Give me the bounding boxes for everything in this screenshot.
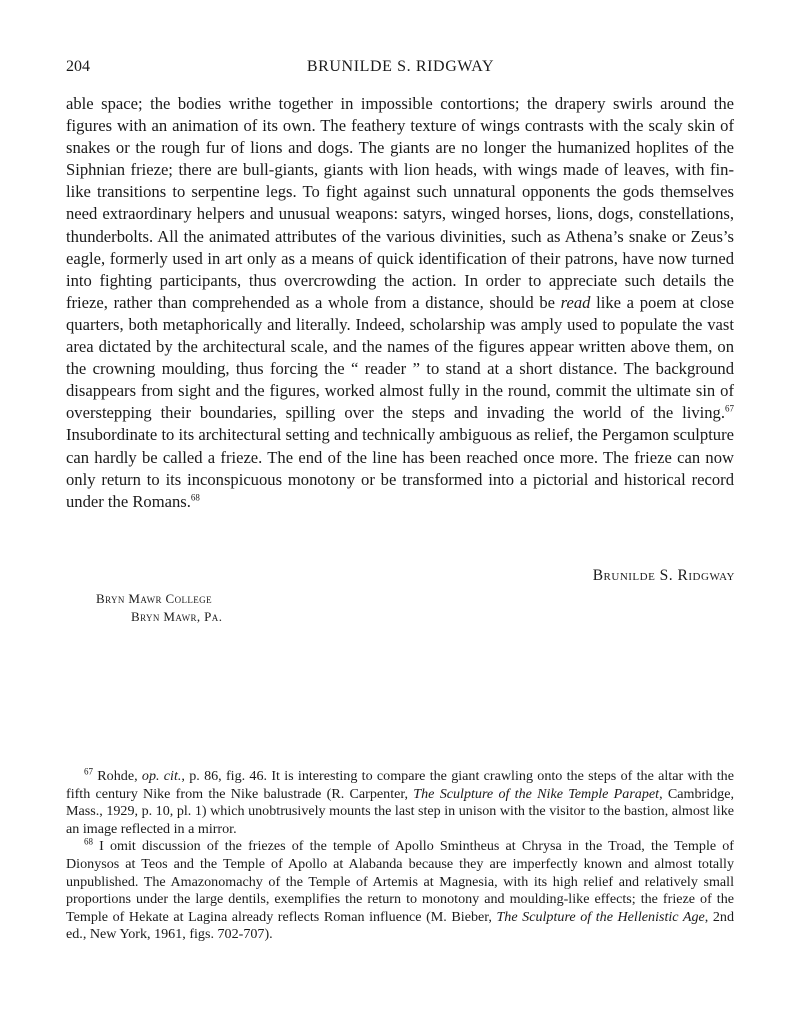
affiliation <box>96 590 222 626</box>
footnote-67 <box>66 768 734 838</box>
footnote-68-italic-a: The Sculpture of the Hellenistic Age <box>496 908 705 925</box>
affiliation-location: Bryn Mawr, Pa. <box>131 609 223 624</box>
running-head: BRUNILDE S. RIDGWAY <box>306 58 495 75</box>
footnote-67-italic-a: op. cit. <box>141 768 182 784</box>
footnote-68-text-b: , 2nd ed., New York, 1961, figs. 702-707). <box>66 908 734 943</box>
body-text-2: like a poem at close quarters, both metaphorically and literally. Indeed, scholarship was amply used to populate the vast area dictated by the architectural scale, and the names of the figures appear written above them, on the crowning moulding, thus forcing the “ reader ” to stand at a short distance. The background disappears from sight and the figures, worked almost fully in the round, commit the ultimate sin of overstepping their boundaries, spilling over the steps and invading the world of the living. <box>66 292 734 423</box>
footnote-68 <box>66 838 734 944</box>
body-paragraph <box>66 93 734 513</box>
footnote-67-text-b: , p. 86, fig. 46. It is interesting to compare the giant crawling onto the steps of the altar with the fifth century Nike from the Nike balustrade (R. Carpenter, <box>66 768 734 802</box>
footnote-ref-68[interactable]: 68 <box>190 492 200 503</box>
footnote-ref-67[interactable]: 67 <box>725 403 734 414</box>
page-header <box>66 58 735 82</box>
emphasis-read: read <box>560 292 591 312</box>
footnote-68-text-a: I omit discussion of the friezes of the temple of Apollo Smintheus at Chrysa in the Troad, the Temple of Dionysos at Teos and the Temple of Apollo at Alabanda because they are imperfectly known and almost totally unpublished. The Amazonomachy of the Temple of Artemis at Magnesia, with its high relief and relatively small proportions under the large dentils, exemplifies the return to monotony and moulding-like effects; the frieze of the Temple of Hekate at Lagina already reflects Roman influence (M. Bieber, <box>66 838 734 925</box>
footnote-67-text-a: Rohde, <box>93 768 142 784</box>
footnote-67-italic-b: The Sculpture of the Nike Temple Parapet <box>413 785 660 802</box>
footnotes <box>66 768 734 944</box>
affiliation-institution: Bryn Mawr College <box>96 591 212 606</box>
footnote-number-67: 67 <box>84 766 93 777</box>
footnote-number-68: 68 <box>84 836 93 847</box>
page-number: 204 <box>66 58 90 75</box>
body-text-1: able space; the bodies writhe together in impossible contortions; the drapery swirls around the figures with an animation of its own. The feathery texture of wings contrasts with the scaly skin of snakes or the rough fur of lions and dogs. The giants are no longer the humanized hoplites of the Siphnian frieze; there are bull-giants, giants with lion heads, with wings made of leaves, with fin-like transitions to serpentine legs. To fight against such unnatural opponents the gods themselves need extraordinary helpers and unusual weapons: satyrs, winged horses, lions, dogs, constellations, thunderbolts. All the animated attributes of the various divinities, such as Athena’s snake or Zeus’s eagle, formerly used in art only as a means of quick identification of their patrons, have now turned into fighting participants, thus overcrowding the action. In order to appreciate such details the frieze, rather than comprehended as a whole from a distance, should be <box>66 94 734 312</box>
body-text-3: Insubordinate to its architectural setting and technically ambiguous as relief, the Pergamon sculpture can hardly be called a frieze. The end of the line has been reached once more. The frieze can now only return to its inconspicuous monotony or be transformed into a pictorial and historical record under the Romans. <box>66 425 734 511</box>
footnote-67-text-c: , Cambridge, Mass., 1929, p. 10, pl. 1) which unobtrusively mounts the last step in unison with the visitor to the bastion, almost like an image reflected in a mirror. <box>66 785 735 837</box>
author-signature: Brunilde S. Ridgway <box>592 567 735 584</box>
